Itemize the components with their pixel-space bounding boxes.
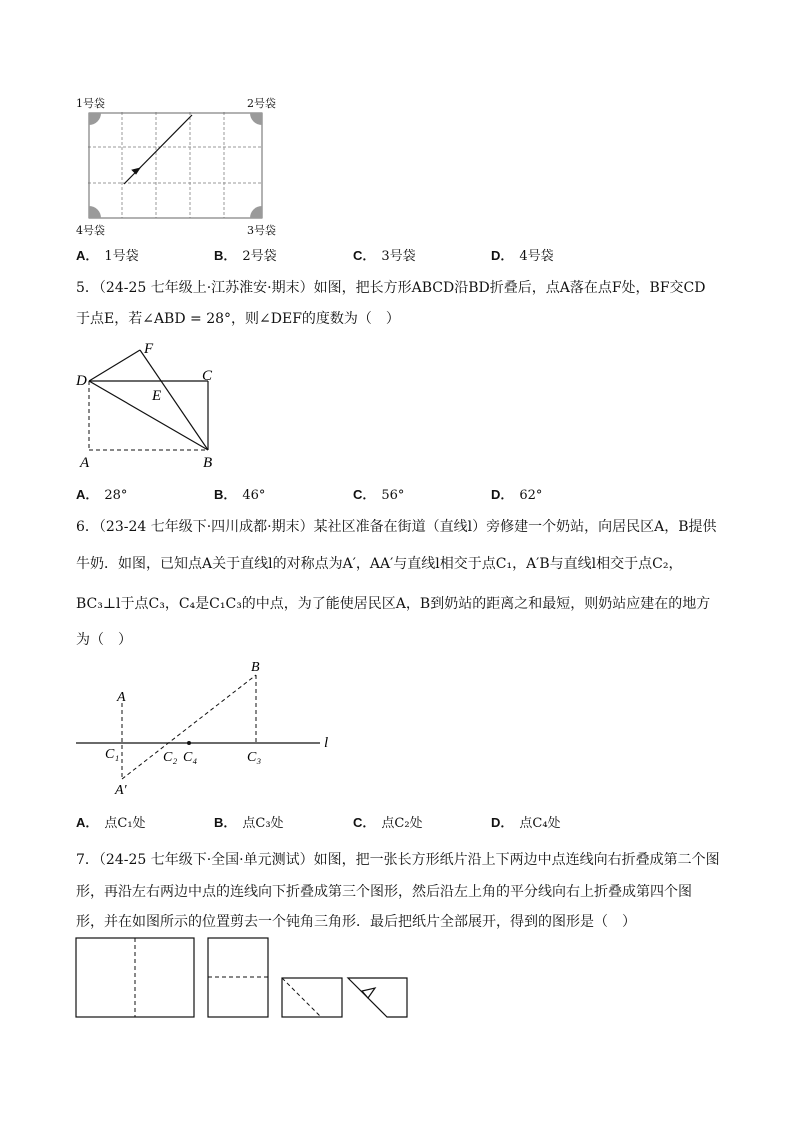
fold-step-3	[282, 978, 342, 1017]
pocket-3	[250, 206, 262, 218]
q6-option-d[interactable]: D． 点C₄处	[491, 815, 561, 831]
label-A: A	[117, 690, 126, 705]
q6-text-line-1: 6．（23-24 七年级下·四川成都·期末）某社区准备在街道（直线l）旁修建一个奶站，向居民区A，B提供	[76, 519, 717, 535]
label-F: F	[144, 341, 154, 357]
fold-rectangle-figure	[72, 336, 232, 476]
pocket-1	[89, 113, 101, 125]
label-E: E	[152, 388, 162, 404]
q6-option-a[interactable]: A． 点C₁处	[76, 815, 146, 831]
q7-text-line-2: 形，再沿左右两边中点的连线向下折叠成第三个图形，然后沿左上角的平分线向右上折叠成第四个图	[76, 884, 692, 900]
q6-text-line-4: 为（ ）	[76, 632, 132, 648]
q4-option-a[interactable]: A． 1号袋	[76, 248, 139, 264]
q4-option-b[interactable]: B． 2号袋	[214, 248, 277, 264]
label-C4: C₄	[183, 750, 198, 765]
pocket-2	[250, 113, 262, 125]
label-C2: C₂	[163, 750, 178, 765]
label-C1: C₁	[105, 747, 120, 762]
q5-option-b[interactable]: B． 46°	[214, 487, 266, 503]
fold-step-1	[76, 938, 194, 1017]
pocket-4	[89, 206, 101, 218]
q6-option-b[interactable]: B． 点C₃处	[214, 815, 284, 831]
label-D: D	[76, 373, 87, 389]
q7-text-line-1: 7．（24-25 七年级下·全国·单元测试）如图，把一张长方形纸片沿上下两边中点连线向右折叠成第二个图	[76, 852, 720, 868]
q5-option-a[interactable]: A． 28°	[76, 487, 128, 503]
milk-station-figure	[72, 655, 342, 805]
cut-triangle	[362, 988, 375, 998]
bag-label-1: 1号袋	[76, 97, 105, 110]
q7-text-line-3: 形，并在如图所示的位置剪去一个钝角三角形．最后把纸片全部展开，得到的图形是（ ）	[76, 914, 636, 930]
billiard-grid-figure	[88, 112, 268, 220]
label-C3: C₃	[247, 750, 262, 765]
q6-text-line-3: BC₃⊥l于点C₃，C₄是C₁C₃的中点，为了能使居民区A，B到奶站的距离之和最短，则奶站应建在的地方	[76, 596, 711, 612]
q6-text-line-2: 牛奶．如图，已知点A关于直线l的对称点为A′，AA′与直线l相交于点C₁，A′B与直线l相交于点C₂，	[76, 556, 683, 572]
label-A: A	[80, 455, 90, 471]
bag-label-4: 4号袋	[76, 224, 105, 237]
q5-text-line-2: 于点E，若∠ABD = 28°，则∠DEF的度数为（ ）	[76, 311, 400, 327]
label-A-prime: A′	[115, 783, 127, 798]
q4-option-c[interactable]: C． 3号袋	[353, 248, 416, 264]
q5-text-line-1: 5．（24-25 七年级上·江苏淮安·期末）如图，把长方形ABCD沿BD折叠后，点A落在点F处，BF交CD	[76, 280, 706, 296]
bag-label-3: 3号袋	[247, 224, 276, 237]
paper-folding-figure	[72, 934, 422, 1024]
q5-option-d[interactable]: D． 62°	[491, 487, 543, 503]
bag-label-2: 2号袋	[247, 97, 276, 110]
label-C: C	[202, 368, 213, 384]
q4-option-d[interactable]: D． 4号袋	[491, 248, 554, 264]
q6-option-c[interactable]: C． 点C₂处	[353, 815, 423, 831]
label-l: l	[324, 735, 329, 751]
q5-option-c[interactable]: C． 56°	[353, 487, 405, 503]
label-B: B	[203, 455, 213, 471]
label-B: B	[251, 660, 260, 675]
fold-step-4	[348, 978, 407, 1017]
